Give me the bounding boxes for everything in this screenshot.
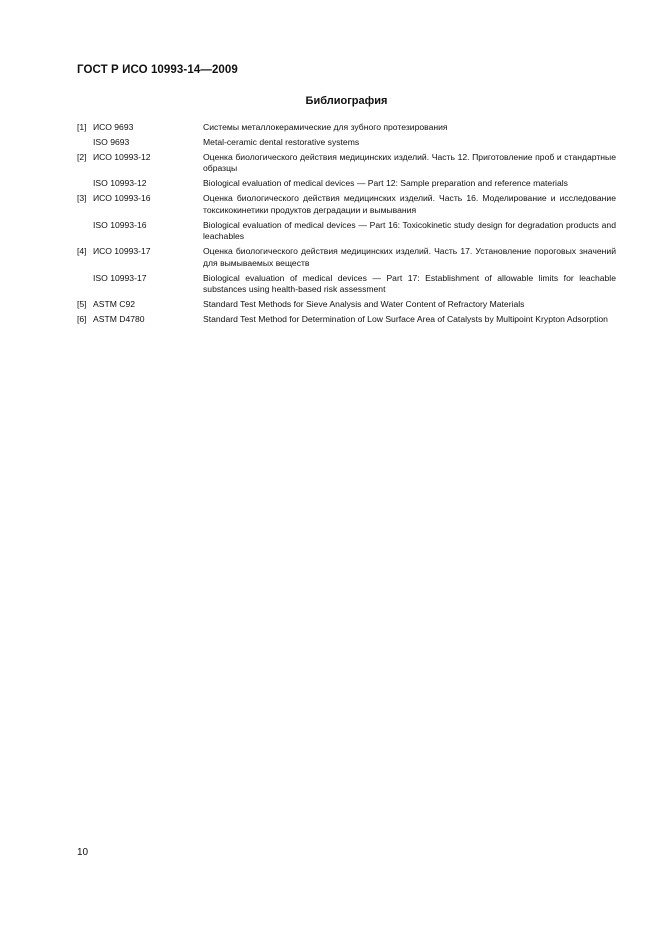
entry-number: [2] xyxy=(77,152,87,162)
entry-code: ASTM D4780 xyxy=(93,314,145,325)
bibliography-entry xyxy=(77,220,616,243)
entry-description: Оценка биологического действия медицинских изделий. Часть 16. Моделирование и исследование токсикокинетики продуктов деградации и вымывания xyxy=(203,193,616,215)
entry-code: ISO 10993-16 xyxy=(93,219,147,230)
entry-description: Biological evaluation of medical devices — Part 16: Toxicokinetic study design for degradation products and leachables xyxy=(203,219,616,242)
page-number: 10 xyxy=(77,847,89,858)
entry-description: Standard Test Methods for Sieve Analysis and Water Content of Refractory Materials xyxy=(203,299,525,310)
entry-code: ISO 9693 xyxy=(93,137,130,147)
bibliography-entry xyxy=(77,314,616,325)
bibliography-entry xyxy=(77,193,616,216)
entry-number xyxy=(77,220,93,243)
entry-description: Системы металлокерамические для зубного протезирования xyxy=(203,122,448,132)
entry-description: Оценка биологического действия медицинских изделий. Часть 17. Установление пороговых значений для вымываемых веществ xyxy=(203,246,616,268)
entry-number: [1] xyxy=(77,122,87,132)
entry-code: ИСО 10993-16 xyxy=(93,193,151,204)
entry-code: ИСО 9693 xyxy=(93,122,134,132)
bibliography-entry xyxy=(77,273,616,296)
entry-number: [4] xyxy=(77,246,87,257)
entry-description: Standard Test Method for Determination of Low Surface Area of Catalysts by Multipoint Krypton Adsorption xyxy=(203,314,608,325)
entry-number xyxy=(77,137,93,148)
entry-code: ИСО 10993-17 xyxy=(93,246,151,257)
entry-code: ИСО 10993-12 xyxy=(93,152,151,162)
entry-description: Biological evaluation of medical devices — Part 17: Establishment of allowable limits for leachable substances using health-based risk assessment xyxy=(203,272,616,295)
bibliography-entry xyxy=(77,246,616,269)
entry-number xyxy=(77,178,93,189)
bibliography-entry xyxy=(77,299,616,310)
document-header: ГОСТ Р ИСО 10993-14—2009 xyxy=(77,64,238,76)
entry-code: ISO 10993-17 xyxy=(93,272,147,283)
entry-description: Оценка биологического действия медицинских изделий. Часть 12. Приготовление проб и стандартные образцы xyxy=(203,152,616,174)
entry-number xyxy=(77,273,93,296)
entry-code: ASTM C92 xyxy=(93,299,136,310)
entry-number: [5] xyxy=(77,299,87,310)
entry-description: Metal-ceramic dental restorative systems xyxy=(203,137,360,147)
bibliography-entry xyxy=(77,137,616,148)
bibliography-entry xyxy=(77,178,616,189)
bibliography-list xyxy=(77,122,616,329)
bibliography-entry xyxy=(77,122,616,133)
section-title: Библиография xyxy=(305,95,388,107)
entry-number: [3] xyxy=(77,193,87,204)
bibliography-entry xyxy=(77,152,616,175)
entry-number: [6] xyxy=(77,314,87,325)
entry-description: Biological evaluation of medical devices — Part 12: Sample preparation and reference materials xyxy=(203,178,568,189)
entry-code: ISO 10993-12 xyxy=(93,178,147,189)
